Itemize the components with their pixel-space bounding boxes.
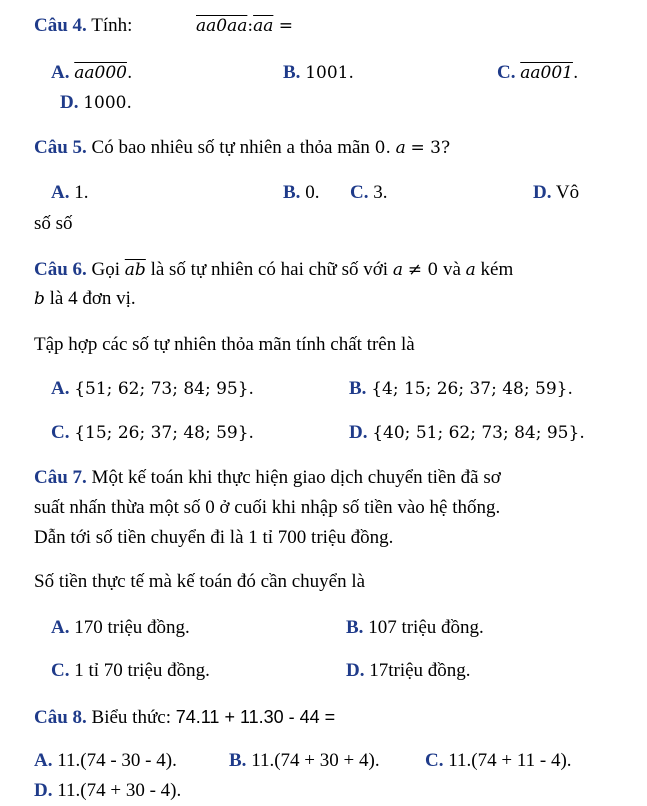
- option-value: 1 tỉ 70 triệu đồng.: [74, 660, 210, 681]
- q5-option-d[interactable]: [533, 181, 579, 205]
- q6-number: Câu 6.: [34, 259, 87, 280]
- option-label: B.: [229, 750, 247, 771]
- q6-var-a2: a: [465, 260, 476, 280]
- q5-text: Có bao nhiêu số tự nhiên a thỏa mãn: [91, 137, 370, 158]
- q4-text: Tính:: [91, 15, 133, 36]
- option-label: B.: [283, 182, 301, 203]
- q5-line: [34, 136, 450, 160]
- option-label: A.: [51, 62, 70, 83]
- q4-expr-colon: :: [247, 16, 254, 36]
- q7-option-c[interactable]: [51, 659, 210, 683]
- q8-expression: 74.11 + 11.30 - 44 =: [175, 707, 336, 727]
- q5-math-pre: 0.: [374, 138, 391, 158]
- q8-option-b[interactable]: [229, 749, 380, 773]
- option-label: C.: [497, 62, 516, 83]
- option-tail: .: [126, 63, 133, 83]
- q5-math-post: = 3?: [410, 138, 451, 158]
- q6-line-2: [34, 287, 136, 311]
- q6-text-3: và: [442, 259, 461, 280]
- option-label: C.: [51, 422, 70, 443]
- q5-math-var: a: [395, 138, 406, 158]
- option-label: D.: [34, 780, 53, 801]
- q4-option-c[interactable]: [497, 61, 578, 85]
- option-value: {15; 26; 37; 48; 59}.: [74, 423, 254, 443]
- q6-var-a: a: [392, 260, 403, 280]
- q4-expr-equals: =: [278, 16, 294, 36]
- q6-over-ab: $\overline{ab}$: [124, 260, 146, 280]
- q8-line: [34, 705, 335, 730]
- option-value: 1001.: [305, 63, 354, 83]
- q7-text-3: Dẫn tới số tiền chuyển đi là 1 tỉ 700 triệu đồng.: [34, 527, 394, 548]
- q6-ne: ≠ 0: [407, 260, 439, 280]
- q6-var-b: b: [34, 289, 45, 309]
- option-value: 11.(74 - 30 - 4).: [57, 750, 177, 771]
- q4-expr-divisor: $\overline{aa}$: [253, 16, 274, 36]
- option-value: aa001: [520, 63, 573, 83]
- option-value: 11.(74 + 30 - 4).: [57, 780, 182, 801]
- option-tail: .: [572, 63, 579, 83]
- option-label: C.: [425, 750, 444, 771]
- q6-option-c[interactable]: [51, 421, 254, 445]
- option-value: 11.(74 + 30 + 4).: [251, 750, 380, 771]
- option-value: 0.: [305, 182, 320, 203]
- q6-text-1: Gọi: [91, 259, 121, 280]
- option-label: C.: [51, 660, 70, 681]
- q8-option-c[interactable]: [425, 749, 572, 773]
- option-value: 11.(74 + 11 - 4).: [448, 750, 572, 771]
- q4-option-d[interactable]: [60, 91, 132, 115]
- option-label: A.: [51, 182, 70, 203]
- q6-line-3: [34, 333, 415, 357]
- q8-option-a[interactable]: [34, 749, 177, 773]
- q4-option-b[interactable]: [283, 61, 354, 85]
- q7-option-b[interactable]: [346, 616, 484, 640]
- q6-line-3-text: Tập hợp các số tự nhiên thỏa mãn tính chất trên là: [34, 334, 415, 355]
- option-label: A.: [34, 750, 53, 771]
- option-label: B.: [349, 378, 367, 399]
- q6-text-4: kém: [480, 259, 514, 280]
- option-label: D.: [533, 182, 552, 203]
- option-label: D.: [349, 422, 368, 443]
- option-value: {4; 15; 26; 37; 48; 59}.: [371, 379, 573, 399]
- option-value: {51; 62; 73; 84; 95}.: [74, 379, 254, 399]
- q8-text: Biểu thức:: [91, 707, 171, 728]
- q5-option-b[interactable]: [283, 181, 319, 205]
- option-value: 17triệu đồng.: [369, 660, 471, 681]
- option-value: 107 triệu đồng.: [368, 617, 484, 638]
- q5-number: Câu 5.: [34, 137, 87, 158]
- q4-line: [34, 14, 132, 38]
- q6-line-2-rest: là 4 đơn vị.: [49, 288, 136, 309]
- option-value: 1000.: [83, 93, 132, 113]
- q7-line-3: [34, 526, 393, 550]
- q7-option-d[interactable]: [346, 659, 471, 683]
- option-label: D.: [60, 92, 79, 113]
- option-value: aa000: [74, 63, 127, 83]
- q7-line-4: [34, 570, 365, 594]
- q6-option-b[interactable]: [349, 377, 573, 401]
- q7-text-4: Số tiền thực tế mà kế toán đó cần chuyển là: [34, 571, 366, 592]
- q7-option-a[interactable]: [51, 616, 190, 640]
- q7-line-1: [34, 466, 501, 490]
- option-label: A.: [51, 378, 70, 399]
- q6-option-a[interactable]: [51, 377, 254, 401]
- q5-option-a[interactable]: [51, 181, 88, 205]
- q6-line-1: [34, 258, 513, 282]
- option-label: C.: [350, 182, 369, 203]
- q4-number: Câu 4.: [34, 15, 87, 36]
- q8-number: Câu 8.: [34, 707, 87, 728]
- option-label: B.: [346, 617, 364, 638]
- option-label: D.: [346, 660, 365, 681]
- q6-option-d[interactable]: [349, 421, 585, 445]
- q4-expr-dividend: aa0aa: [196, 16, 248, 36]
- q7-text-1: Một kế toán khi thực hiện giao dịch chuyển tiền đã sơ: [91, 467, 501, 488]
- q5-option-c[interactable]: [350, 181, 387, 205]
- q7-number: Câu 7.: [34, 467, 87, 488]
- q4-option-a[interactable]: [51, 61, 132, 85]
- continuation-text: số số: [34, 213, 73, 234]
- option-label: B.: [283, 62, 301, 83]
- option-value: 1.: [74, 182, 89, 203]
- option-value: {40; 51; 62; 73; 84; 95}.: [372, 423, 585, 443]
- option-label: A.: [51, 617, 70, 638]
- q8-option-d[interactable]: [34, 779, 181, 803]
- q5-option-d-continuation: [34, 212, 73, 236]
- q4-expression: [196, 14, 293, 38]
- q7-text-2: suất nhấn thừa một số 0 ở cuối khi nhập số tiền vào hệ thống.: [34, 497, 501, 518]
- option-value: 170 triệu đồng.: [74, 617, 190, 638]
- option-value: 3.: [373, 182, 388, 203]
- q7-line-2: [34, 496, 500, 520]
- option-value: Vô: [555, 182, 580, 203]
- q6-text-2: là số tự nhiên có hai chữ số với: [150, 259, 389, 280]
